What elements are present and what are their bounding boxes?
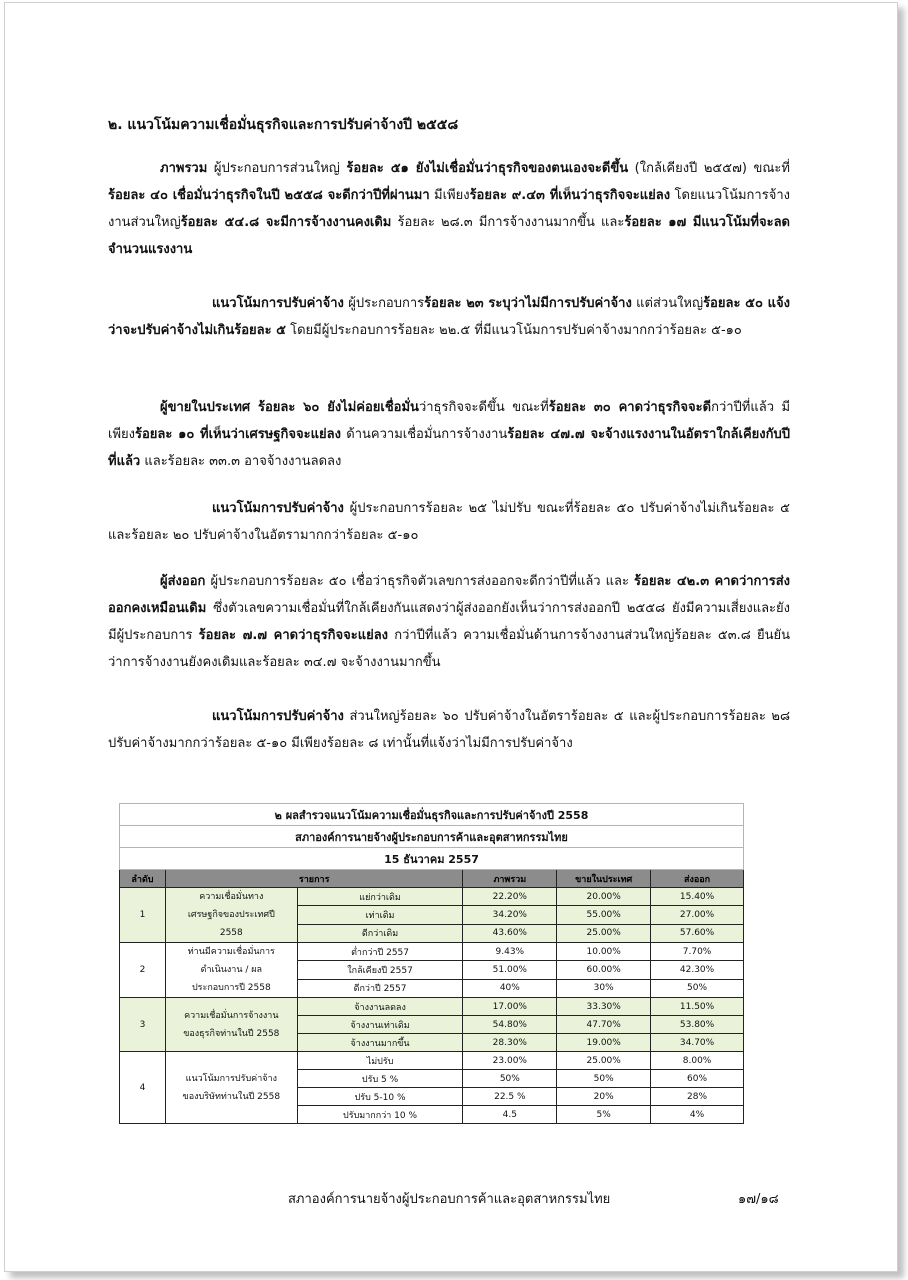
value-domestic: 47.70% (557, 1016, 651, 1034)
p5-e: ร้อยละ ๗.๗ คาดว่าธุรกิจจะแย่ลง (198, 628, 389, 643)
p1-c: ร้อยละ ๕๑ ยังไม่เชื่อมั่นว่าธุรกิจของตนเองจะดีขึ้น (346, 161, 629, 176)
row-label: แย่กว่าเดิม (297, 888, 463, 906)
value-domestic: 33.30% (557, 998, 651, 1016)
value-domestic: 55.00% (557, 906, 651, 924)
value-export: 27.00% (651, 906, 744, 924)
value-overall: 4.5 (463, 1106, 557, 1124)
row-label: ปรับ 5 % (297, 1070, 463, 1088)
p3-a: ผู้ขายในประเทศ ร้อยละ ๖๐ ยังไม่ค่อยเชื่อมั่น (160, 400, 419, 415)
value-overall: 28.30% (463, 1034, 557, 1052)
header-no: ลำดับ (120, 870, 166, 888)
row-label: ต่ำกว่าปี 2557 (297, 943, 463, 961)
value-overall: 50% (463, 1070, 557, 1088)
value-export: 8.00% (651, 1052, 744, 1070)
value-export: 28% (651, 1088, 744, 1106)
value-export: 4% (651, 1106, 744, 1124)
value-domestic: 25.00% (557, 924, 651, 942)
value-export: 57.60% (651, 924, 744, 942)
paragraph-domestic-sellers (108, 394, 790, 475)
row-category (165, 1052, 297, 1124)
category-line: ของบริษัทท่านในปี 2558 (182, 1091, 281, 1102)
row-number: 4 (120, 1052, 166, 1124)
p1-d: (ใกล้เคียงปี ๒๕๕๗) ขณะที่ (628, 161, 790, 176)
value-domestic: 50% (557, 1070, 651, 1088)
value-overall: 54.80% (463, 1016, 557, 1034)
row-number: 1 (120, 888, 166, 943)
p5-f: กว่าปีที่แล้ว ความเชื่อมั่นด้านการจ้างงานส่วนใหญ่ร้อยละ ๕๓.๘ ยืนยันว่าการจ้างงานยังคงเดิมและร้อยละ ๓๔.๗ จะจ้างงานมากขึ้น (108, 628, 791, 670)
value-overall: 43.60% (463, 924, 557, 942)
p1-e: ร้อยละ ๔๐ เชื่อมั่นว่าธุรกิจในปี ๒๕๕๘ จะดีกว่าปีที่ผ่านมา (108, 188, 430, 203)
row-label: ดีกว่าเดิม (297, 924, 463, 942)
table-date: 15 ธันวาคม 2557 (120, 848, 744, 870)
value-export: 60% (651, 1070, 744, 1088)
table-row (120, 943, 744, 961)
value-export: 34.70% (651, 1034, 744, 1052)
paragraph-wage-trend-domestic (108, 495, 790, 549)
table-subtitle: สภาองค์การนายจ้างผู้ประกอบการค้าและอุตสาหกรรมไทย (120, 826, 744, 848)
category-line: เศรษฐกิจของประเทศปี (187, 910, 275, 920)
value-overall: 40% (463, 979, 557, 997)
value-domestic: 19.00% (557, 1034, 651, 1052)
p1-i: ร้อยละ ๕๔.๘ จะมีการจ้างงานคงเดิม (180, 215, 392, 230)
value-export: 50% (651, 979, 744, 997)
category-line: ของธุรกิจท่านในปี 2558 (183, 1028, 280, 1039)
header-export: ส่งออก (651, 870, 744, 888)
p2-f: โดยมีผู้ประกอบการร้อยละ ๒๒.๕ ที่มีแนวโน้มการปรับค่าจ้างมากกว่าร้อยละ ๕-๑๐ (285, 323, 742, 338)
value-domestic: 30% (557, 979, 651, 997)
p2-c: ร้อยละ ๒๓ ระบุว่าไม่มีการปรับค่าจ้าง (424, 296, 632, 311)
value-overall: 23.00% (463, 1052, 557, 1070)
paragraph-wage-trend-exporters (108, 703, 790, 757)
p3-b: ว่าธุรกิจจะดีขึ้น ขณะที่ (418, 400, 549, 415)
value-overall: 51.00% (463, 961, 557, 979)
row-label: ไม่ปรับ (297, 1052, 463, 1070)
p1-g: ร้อยละ ๙.๔๓ ที่เห็นว่าธุรกิจจะแย่ลง (469, 188, 671, 203)
row-category (165, 998, 297, 1052)
value-overall: 34.20% (463, 906, 557, 924)
p5-c: ร้อยละ ๔๒.๓ คาดว่าการส่งออกคงเหมือนเดิม (108, 574, 790, 616)
value-domestic: 10.00% (557, 943, 651, 961)
p1-k: ร้อยละ ๑๗ มีแนวโน้มที่จะลดจำนวนแรงงาน (108, 215, 790, 257)
footer-page-number: ๑๗/๑๘ (738, 1192, 779, 1207)
value-overall: 9.43% (463, 943, 557, 961)
table-row (120, 888, 744, 906)
p5-b: ผู้ประกอบการร้อยละ ๕๐ เชื่อว่าธุรกิจตัวเลขการส่งออกจะดีกว่าปีที่แล้ว และ (205, 574, 635, 589)
row-label: ใกล้เคียงปี 2557 (297, 961, 463, 979)
p3-d: กว่าปีที่แล้ว มีเพียง (108, 400, 791, 442)
row-number: 3 (120, 998, 166, 1052)
row-number: 2 (120, 943, 166, 998)
category-line: ความเชื่อมั่นการจ้างงาน (184, 1010, 279, 1021)
header-domestic: ขายในประเทศ (557, 870, 651, 888)
row-label: ปรับ 5-10 % (297, 1088, 463, 1106)
value-overall: 22.5 % (463, 1088, 557, 1106)
value-export: 7.70% (651, 943, 744, 961)
value-overall: 22.20% (463, 888, 557, 906)
p1-f: มีเพียง (429, 188, 470, 203)
p2-d: แต่ส่วนใหญ่ (631, 296, 704, 311)
header-overall: ภาพรวม (463, 870, 557, 888)
p3-e: ร้อยละ ๑๐ ที่เห็นว่าเศรษฐกิจจะแย่ลง (134, 427, 341, 442)
p3-c: ร้อยละ ๓๐ คาดว่าธุรกิจจะดี (548, 400, 712, 415)
value-export: 53.80% (651, 1016, 744, 1034)
p1-h: โดยแนวโน้มการจ้างงานส่วนใหญ่ (108, 188, 790, 230)
p5-d: ซึ่งตัวเลขความเชื่อมั่นที่ใกล้เคียงกันแสดงว่าผู้ส่งออกยังเห็นว่าการส่งออกปี ๒๕๕๘ ยังมีความเสี่ยงและยังมีผู้ประกอบการ (108, 601, 790, 643)
p2-b: ผู้ประกอบการ (343, 296, 425, 311)
p1-j: ร้อยละ ๒๘.๓ มีการจ้างงานมากขึ้น และ (391, 215, 625, 230)
survey-results-table (119, 803, 744, 1124)
category-line: ดำเนินงาน / ผล (200, 965, 263, 975)
category-line: ความเชื่อมั่นทาง (199, 892, 264, 902)
row-label: จ้างงานลดลง (297, 998, 463, 1016)
row-label: เท่าเดิม (297, 906, 463, 924)
p6-a: แนวโน้มการปรับค่าจ้าง (212, 709, 344, 724)
category-line: ท่านมีความเชื่อมั่นการ (187, 947, 275, 957)
row-category (165, 888, 297, 943)
p3-g: ร้อยละ ๔๗.๗ จะจ้างแรงงานในอัตราใกล้เคียงกับปีที่แล้ว (108, 427, 790, 469)
paragraph-overview (108, 155, 790, 263)
value-export: 11.50% (651, 998, 744, 1016)
row-category (165, 943, 297, 998)
p1-b: ผู้ประกอบการส่วนใหญ่ (207, 161, 347, 176)
p5-a: ผู้ส่งออก (160, 574, 206, 589)
p3-f: ด้านความเชื่อมั่นการจ้างงาน (340, 427, 508, 442)
row-label: จ้างงานมากขึ้น (297, 1034, 463, 1052)
value-export: 15.40% (651, 888, 744, 906)
paragraph-wage-trend-overall (108, 290, 790, 344)
row-label: ปรับมากกว่า 10 % (297, 1106, 463, 1124)
table-title: ๒ ผลสำรวจแนวโน้มความเชื่อมั่นธุรกิจและการปรับค่าจ้างปี 2558 (120, 804, 744, 826)
category-line: แนวโน้มการปรับค่าจ้าง (185, 1073, 277, 1084)
p3-h: และร้อยละ ๓๓.๓ อาจจ้างงานลดลง (140, 454, 342, 469)
value-overall: 17.00% (463, 998, 557, 1016)
table-row (120, 998, 744, 1016)
p4-b: ผู้ประกอบการร้อยละ ๒๕ ไม่ปรับ ขณะที่ร้อยละ ๕๐ ปรับค่าจ้างไม่เกินร้อยละ ๕ และร้อยละ ๒๐ ปรับค่าจ้างในอัตรามากกว่าร้อยละ ๕-๑๐ (108, 501, 790, 543)
row-label: ดีกว่าปี 2557 (297, 979, 463, 997)
value-domestic: 20% (557, 1088, 651, 1106)
p6-b: ส่วนใหญ่ร้อยละ ๖๐ ปรับค่าจ้างในอัตราร้อยละ ๕ และผู้ประกอบการร้อยละ ๒๘ ปรับค่าจ้างมากกว่าร้อยละ ๕-๑๐ มีเพียงร้อยละ ๘ เท่านั้นที่แจ้งว่าไม่มีการปรับค่าจ้าง (108, 709, 790, 751)
row-label: จ้างงานเท่าเดิม (297, 1016, 463, 1034)
paragraph-exporters (108, 568, 790, 676)
p4-a: แนวโน้มการปรับค่าจ้าง (212, 501, 344, 516)
value-domestic: 5% (557, 1106, 651, 1124)
footer-organization: สภาองค์การนายจ้างผู้ประกอบการค้าและอุตสาหกรรมไทย (288, 1192, 611, 1207)
value-export: 42.30% (651, 961, 744, 979)
p2-e: ร้อยละ ๕๐ แจ้งว่าจะปรับค่าจ้างไม่เกินร้อยละ ๕ (108, 296, 790, 338)
category-line: ประกอบการปี 2558 (191, 983, 271, 993)
category-line: 2558 (219, 928, 243, 938)
table-row (120, 1052, 744, 1070)
p2-a: แนวโน้มการปรับค่าจ้าง (212, 296, 344, 311)
section-heading: ๒. แนวโน้มความเชื่อมั่นธุรกิจและการปรับค่าจ้างปี ๒๕๕๘ (108, 117, 459, 133)
value-domestic: 20.00% (557, 888, 651, 906)
p1-a: ภาพรวม (160, 161, 208, 176)
header-item: รายการ (165, 870, 462, 888)
value-domestic: 25.00% (557, 1052, 651, 1070)
value-domestic: 60.00% (557, 961, 651, 979)
